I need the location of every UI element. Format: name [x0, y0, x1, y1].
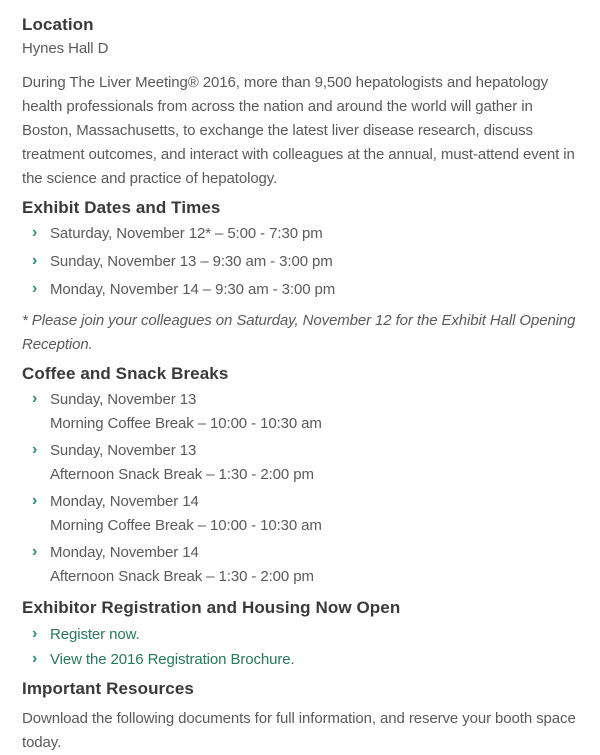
- chevron-right-icon: ›: [32, 252, 38, 269]
- chevron-right-icon: ›: [32, 280, 38, 297]
- section-important-resources: [22, 677, 578, 755]
- exhibit-date-text: Sunday, November 13 – 9:30 am - 3:00 pm: [50, 253, 333, 270]
- break-day: Sunday, November 13: [50, 442, 197, 459]
- section-location: [22, 13, 578, 191]
- coffee-breaks-list: [30, 388, 578, 589]
- venue-name: Hynes Hall D: [22, 40, 109, 57]
- exhibit-date-item: [30, 222, 578, 246]
- chevron-right-icon: ›: [32, 543, 38, 560]
- register-now-link[interactable]: Register now.: [50, 626, 140, 643]
- chevron-right-icon: ›: [32, 441, 38, 458]
- break-day: Sunday, November 13: [50, 391, 197, 408]
- break-item: [30, 388, 578, 436]
- break-day: Monday, November 14: [50, 493, 199, 510]
- exhibit-dates-heading: Exhibit Dates and Times: [22, 198, 221, 217]
- chevron-right-icon: ›: [32, 390, 38, 407]
- break-detail: Morning Coffee Break – 10:00 - 10:30 am: [50, 415, 322, 432]
- chevron-right-icon: ›: [32, 625, 38, 642]
- resources-description: Download the following documents for full information, and reserve your booth space today.: [22, 710, 576, 751]
- exhibit-footnote: * Please join your colleagues on Saturday, November 12 for the Exhibit Hall Opening Reception.: [22, 312, 576, 353]
- location-heading: Location: [22, 15, 94, 34]
- break-item: [30, 541, 578, 589]
- coffee-breaks-heading: Coffee and Snack Breaks: [22, 364, 229, 383]
- section-coffee-breaks: [22, 362, 578, 589]
- registration-brochure-link[interactable]: View the 2016 Registration Brochure.: [50, 651, 295, 668]
- registration-links-list: [30, 623, 578, 672]
- registration-heading: Exhibitor Registration and Housing Now Open: [22, 598, 401, 617]
- register-now-list-item: [30, 623, 578, 647]
- exhibit-date-text: Saturday, November 12* – 5:00 - 7:30 pm: [50, 225, 323, 242]
- exhibit-dates-list: [30, 222, 578, 302]
- chevron-right-icon: ›: [32, 650, 38, 667]
- exhibit-date-item: [30, 250, 578, 274]
- break-detail: Morning Coffee Break – 10:00 - 10:30 am: [50, 517, 322, 534]
- chevron-right-icon: ›: [32, 492, 38, 509]
- important-resources-heading: Important Resources: [22, 679, 194, 698]
- break-detail: Afternoon Snack Break – 1:30 - 2:00 pm: [50, 568, 314, 585]
- section-exhibit-dates: [22, 196, 578, 357]
- registration-brochure-list-item: [30, 648, 578, 672]
- break-item: [30, 439, 578, 487]
- break-item: [30, 490, 578, 538]
- meeting-description: During The Liver Meeting® 2016, more than 9,500 hepatologists and hepatology health professionals from across the nation and around the world will gather in Boston, Massachusetts, to exchange the latest liver disease research, discuss treatment outcomes, and interact with colleagues at the annual, must-attend event in the science and practice of hepatology.: [22, 74, 575, 187]
- break-detail: Afternoon Snack Break – 1:30 - 2:00 pm: [50, 466, 314, 483]
- chevron-right-icon: ›: [32, 224, 38, 241]
- section-registration: [22, 596, 578, 672]
- exhibit-date-item: [30, 278, 578, 302]
- exhibit-date-text: Monday, November 14 – 9:30 am - 3:00 pm: [50, 281, 336, 298]
- break-day: Monday, November 14: [50, 544, 199, 561]
